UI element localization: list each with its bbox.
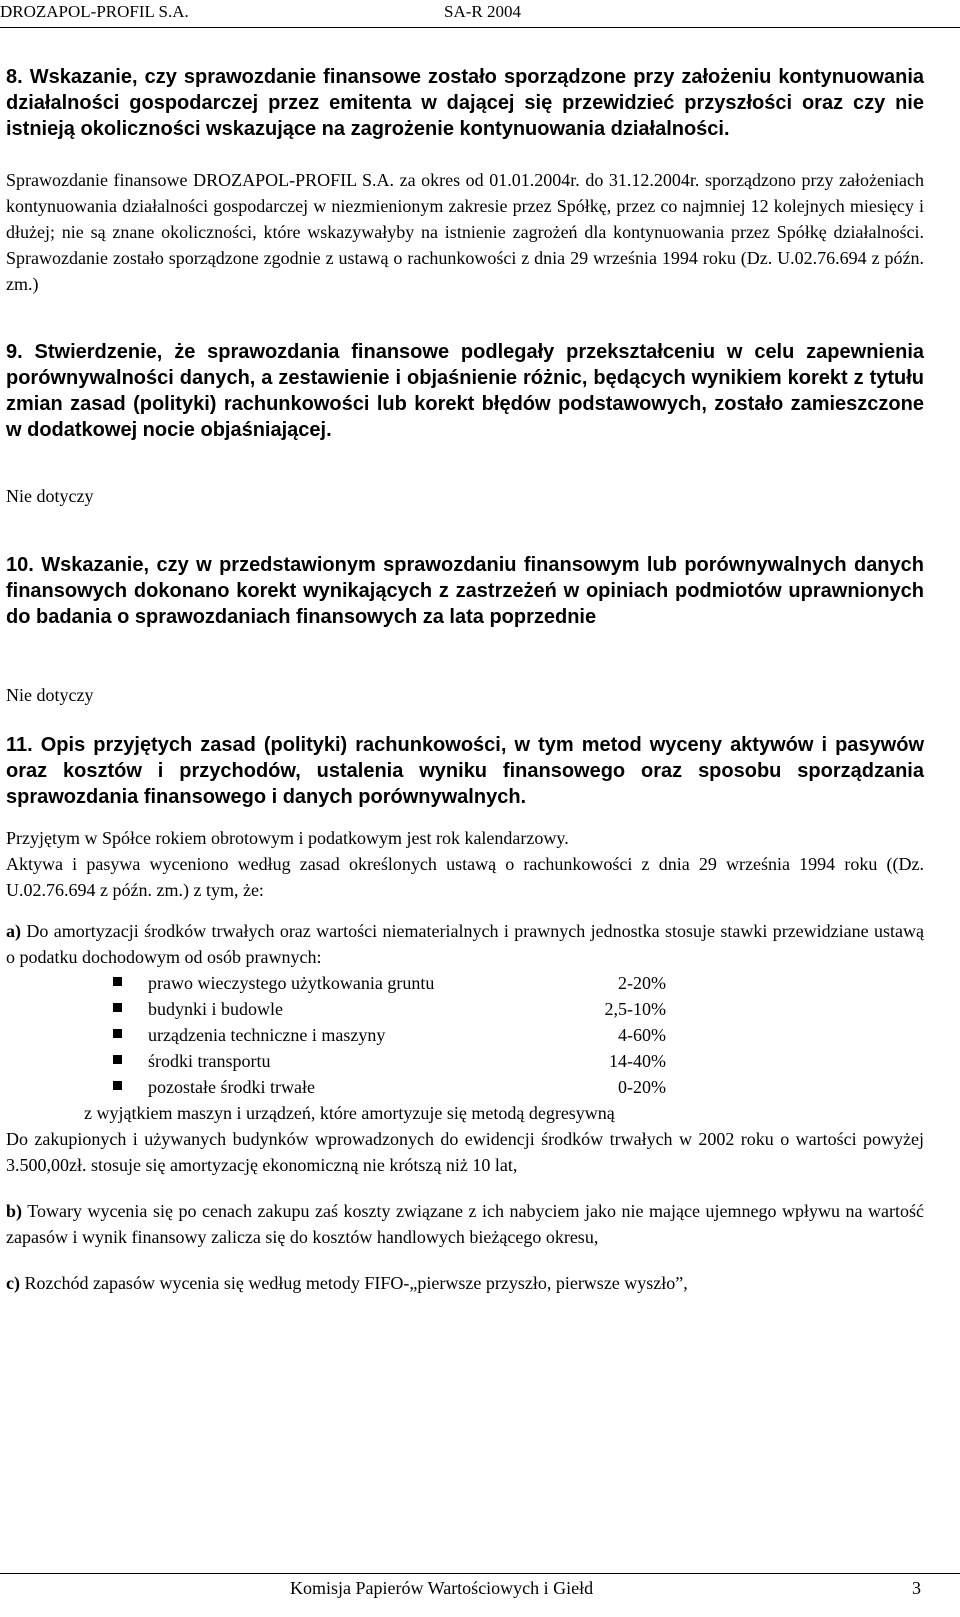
item-a-text: Do amortyzacji środków trwałych oraz wartości niematerialnych i prawnych jednostka stosuje stawki przewidziane ustawą o podatku dochodowym od osób prawnych: — [6, 921, 924, 967]
asset-category: środki transportu — [148, 1051, 271, 1071]
section-11-buildings: Do zakupionych i używanych budynków wprowadzonych do ewidencji środków trwałych w 2002 roku o wartości powyżej 3.500,00zł. stosuje się amortyzację ekonomiczną nie krótszą niż 10 lat, — [6, 1129, 924, 1175]
list-item — [6, 1074, 924, 1100]
section-8-body: Sprawozdanie finansowe DROZAPOL-PROFIL S.A. za okres od 01.01.2004r. do 31.12.2004r. sporządzono przy założeniach kontynuowania działalności gospodarczej w niezmienionym zakresie przez Spółkę, przez co najmniej 12 kolejnych miesięcy i dłużej; nie są znane okoliczności, które wskazywałyby na istnienie zagrożeń dla kontynuowania przez Spółkę działalności. Sprawozdanie zostało sporządzone zgodnie z ustawą o rachunkowości z dnia 29 września 1994 roku (Dz. U.02.76.694 z późn. zm.) — [6, 170, 924, 294]
depreciation-rates-list — [6, 970, 924, 1100]
section-11-heading: 11. Opis przyjętych zasad (polityki) rachunkowości, w tym metod wyceny aktywów i pasywów oraz kosztów i przychodów, ustalenia wyniku finansowego oraz sposobu sporządzania sprawozdania finansowego i danych porównywalnych. — [6, 734, 924, 808]
bullet-icon — [113, 977, 122, 986]
document-body — [6, 64, 924, 1296]
section-11-item-b — [6, 1198, 924, 1250]
list-item — [6, 970, 924, 996]
depreciation-rate: 2,5-10% — [604, 999, 666, 1019]
footer-rule — [0, 1573, 960, 1574]
degressive-exception: z wyjątkiem maszyn i urządzeń, które amortyzuje się metodą degresywną — [84, 1103, 615, 1123]
list-item — [6, 1048, 924, 1074]
bullet-icon — [113, 1055, 122, 1064]
item-a-label: a) — [6, 921, 21, 941]
depreciation-rate: 4-60% — [618, 1025, 666, 1045]
depreciation-rate: 0-20% — [618, 1077, 666, 1097]
header-company: DROZAPOL-PROFIL S.A. — [0, 2, 189, 21]
asset-category: budynki i budowle — [148, 999, 283, 1019]
section-8-heading: 8. Wskazanie, czy sprawozdanie finansowe zostało sporządzone przy założeniu kontynuowania działalności gospodarczej przez emitenta w dającej się przewidzieć przyszłości oraz czy nie istnieją okoliczności wskazujące na zagrożenie kontynuowania działalności. — [6, 66, 924, 140]
header-report-id: SA-R 2004 — [444, 2, 521, 21]
section-9-body: Nie dotyczy — [6, 486, 94, 506]
item-c-text: Rozchód zapasów wycenia się według metody FIFO-„pierwsze przyszło, pierwsze wyszło”, — [19, 1273, 688, 1293]
footer-publisher: Komisja Papierów Wartościowych i Giełd — [290, 1578, 594, 1598]
section-9-heading: 9. Stwierdzenie, że sprawozdania finansowe podlegały przekształceniu w celu zapewnienia porównywalności danych, a zestawienie i objaśnienie różnic, będących wynikiem korekt z tytułu zmian zasad (polityki) rachunkowości lub korekt błędów podstawowych, zostało zamieszczone w dodatkowej nocie objaśniającej. — [6, 341, 924, 441]
header-rule — [0, 27, 960, 28]
section-10-body: Nie dotyczy — [6, 685, 94, 705]
bullet-icon — [113, 1029, 122, 1038]
depreciation-rate: 14-40% — [609, 1051, 666, 1071]
asset-category: pozostałe środki trwałe — [148, 1077, 315, 1097]
section-11-item-a — [6, 918, 924, 970]
section-11-fiscal-year: Przyjętym w Spółce rokiem obrotowym i podatkowym jest rok kalendarzowy. — [6, 828, 569, 848]
bullet-icon — [113, 1003, 122, 1012]
depreciation-rate: 2-20% — [618, 973, 666, 993]
list-item — [6, 1022, 924, 1048]
asset-category: urządzenia techniczne i maszyny — [148, 1025, 386, 1045]
bullet-icon — [113, 1081, 122, 1090]
section-11-valuation: Aktywa i pasywa wyceniono według zasad określonych ustawą o rachunkowości z dnia 29 września 1994 roku ((Dz. U.02.76.694 z późn. zm.) z tym, że: — [6, 854, 924, 900]
asset-category: prawo wieczystego użytkowania gruntu — [148, 973, 435, 993]
section-11-item-c — [6, 1270, 924, 1296]
item-b-text: Towary wycenia się po cenach zakupu zaś koszty związane z ich nabyciem jako nie mające ujemnego wpływu na wartość zapasów i wynik finansowy zalicza się do kosztów handlowych bieżącego okresu, — [6, 1201, 924, 1247]
list-item — [6, 996, 924, 1022]
item-c-label: c) — [6, 1273, 20, 1293]
item-b-label: b) — [6, 1201, 23, 1221]
page-number: 3 — [912, 1578, 921, 1598]
section-10-heading: 10. Wskazanie, czy w przedstawionym sprawozdaniu finansowym lub porównywalnych danych finansowych dokonano korekt wynikających z zastrzeżeń w opiniach podmiotów uprawnionych do badania o sprawozdaniach finansowych za lata poprzednie — [6, 554, 924, 628]
